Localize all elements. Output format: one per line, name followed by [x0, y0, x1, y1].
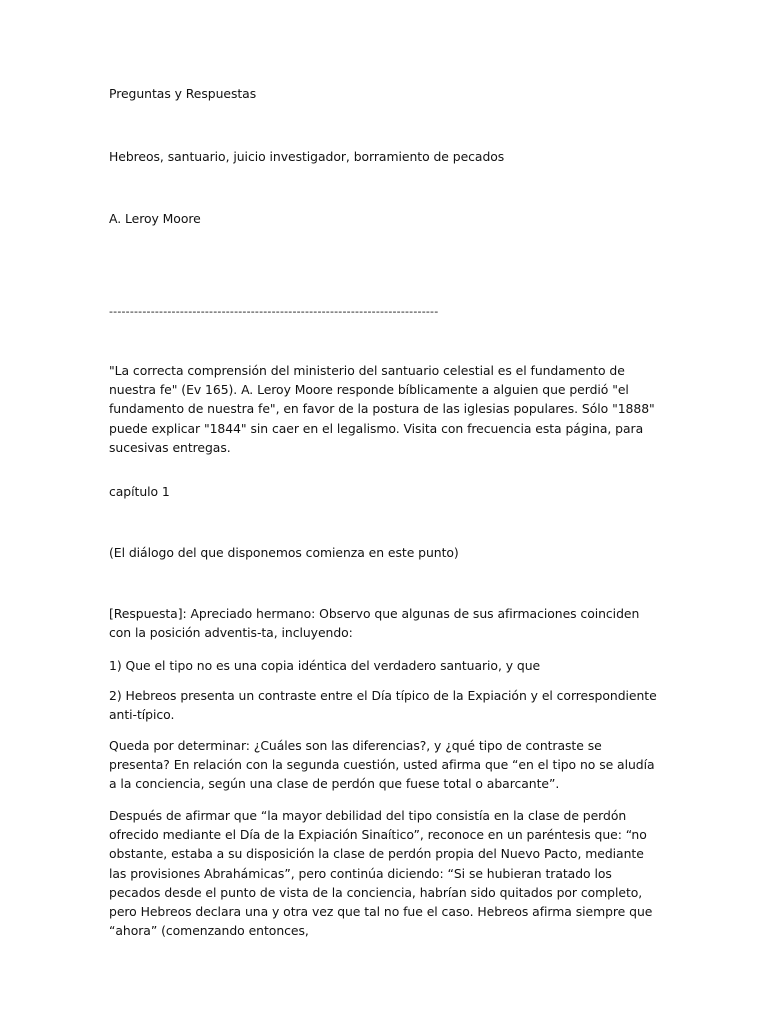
intro-paragraph: "La correcta comprensión del ministerio del santuario celestial es el fundamento de nuestra fe" (Ev 165). A. Leroy Moore responde bíblicamente a alguien que perdió "el fundamento de nuestra fe", en favor de la postura de las iglesias populares. Sólo "1888" puede explicar "1844" sin caer en el legalismo. Visita con frecuencia esta página, para sucesivas entregas. [109, 363, 655, 455]
response-paragraph: [Respuesta]: Apreciado hermano: Observo que algunas de sus afirmaciones coinciden con la posición adventis-ta, incluyendo: [109, 606, 640, 641]
point-one: 1) Que el tipo no es una copia idéntica del verdadero santuario, y que [109, 658, 541, 673]
document-subtitle: Hebreos, santuario, juicio investigador, borramiento de pecados [109, 149, 505, 164]
question-paragraph: Queda por determinar: ¿Cuáles son las diferencias?, y ¿qué tipo de contraste se presenta? En relación con la segunda cuestión, usted afirma que “en el tipo no se aludía a la conciencia, según una clase de perdón que fuese total o abarcante”. [109, 738, 655, 792]
document-heading: Preguntas y Respuestas [109, 86, 257, 101]
point-two: 2) Hebreos presenta un contraste entre el Día típico de la Expiación y el correspondiente anti-típico. [109, 688, 657, 723]
author-name: A. Leroy Moore [109, 211, 201, 226]
analysis-paragraph: Después de afirmar que “la mayor debilidad del tipo consistía en la clase de perdón ofrecido mediante el Día de la Expiación Sinaítico”, reconoce en un paréntesis que: “no obstante, estaba a su disposición la clase de perdón propia del Nuevo Pacto, mediante las provisiones Abrahámicas”, pero continúa diciendo: “Si se hubieran tratado los pecados desde el punto de vista de la conciencia, habrían sido quitados por completo, pero Hebreos declara una y otra vez que tal no fue el caso. Hebreos afirma siempre que “ahora” (comenzando entonces, [109, 808, 653, 939]
separator-line: ------------------------------------------------------------------------------- [109, 305, 439, 318]
chapter-heading: capítulo 1 [109, 484, 170, 499]
dialog-note: (El diálogo del que disponemos comienza en este punto) [109, 545, 459, 560]
